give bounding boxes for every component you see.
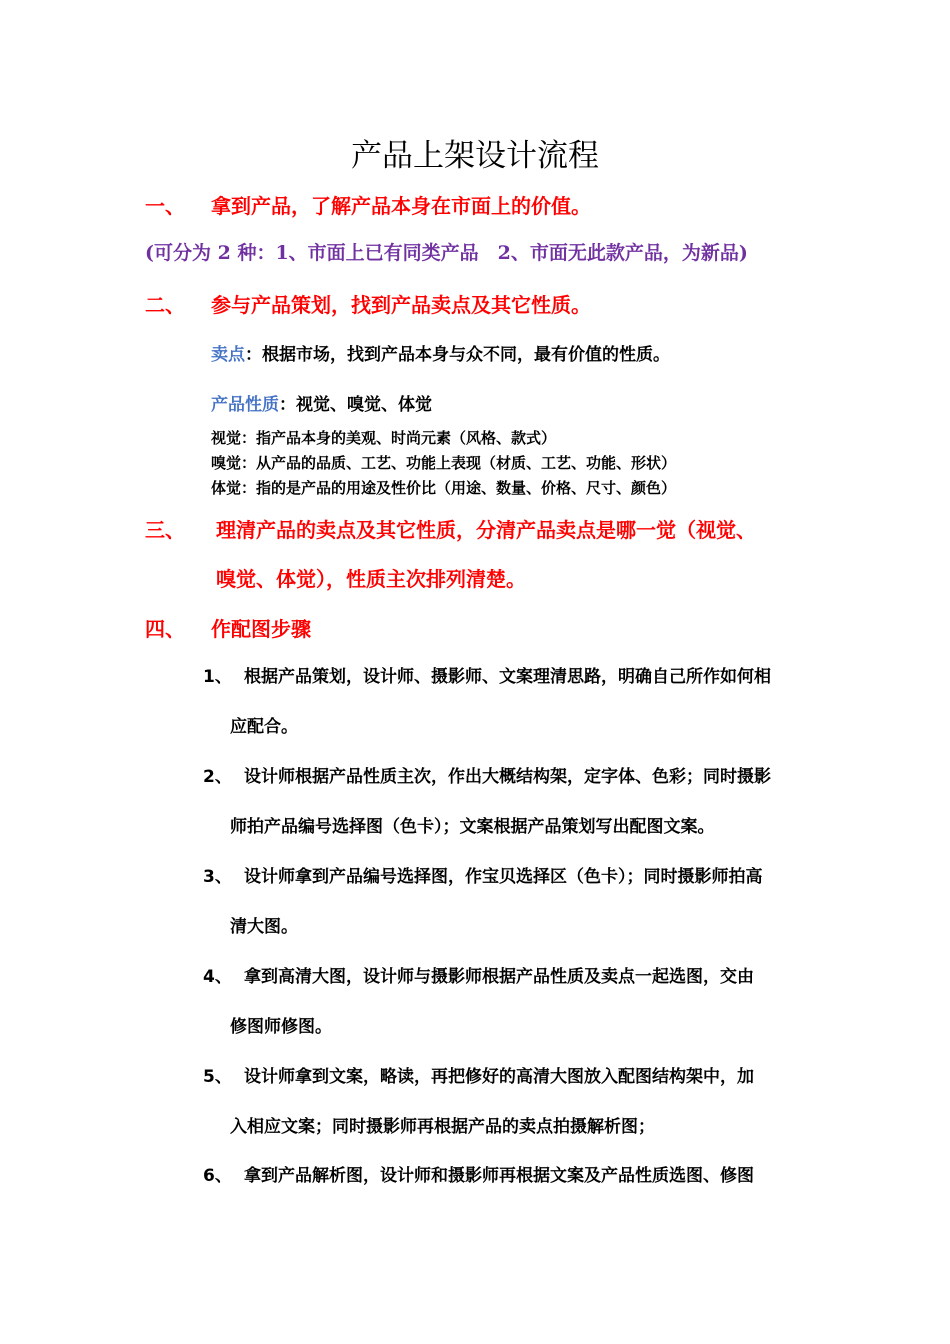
- step-2-line1: 设计师根据产品性质主次，作出大概结构架，定字体、色彩；同时摄影: [244, 767, 771, 787]
- section-2-heading: 参与产品策划，找到产品卖点及其它性质。: [211, 293, 591, 317]
- sense-visual: 视觉：指产品本身的美观、时尚元素（风格、款式）: [211, 429, 557, 447]
- sense-touch: 体觉：指的是产品的用途及性价比（用途、数量、价格、尺寸、颜色）: [211, 479, 677, 497]
- selling-point-key: 卖点: [211, 345, 245, 365]
- product-properties-key: 产品性质: [211, 395, 279, 415]
- step-1-number: 1、: [203, 667, 232, 687]
- section-1-note: (可分为 2 种：1、市面上已有同类产品 2、市面无此款产品，为新品): [145, 242, 748, 264]
- section-4-heading: 作配图步骤: [211, 617, 311, 641]
- section-1-heading: 拿到产品，了解产品本身在市面上的价值。: [211, 194, 591, 218]
- step-2-line2: 师拍产品编号选择图（色卡）；文案根据产品策划写出配图文案。: [230, 817, 715, 837]
- step-4-line1: 拿到高清大图，设计师与摄影师根据产品性质及卖点一起选图，交由: [244, 967, 754, 987]
- step-3-number: 3、: [203, 867, 232, 887]
- step-6-number: 6、: [203, 1166, 232, 1186]
- step-2-number: 2、: [203, 767, 232, 787]
- page-title: 产品上架设计流程: [351, 138, 599, 174]
- section-1-number: 一、: [145, 194, 185, 218]
- section-2-number: 二、: [145, 293, 185, 317]
- step-1-line1: 根据产品策划，设计师、摄影师、文案理清思路，明确自己所作如何相: [244, 667, 771, 687]
- section-4-number: 四、: [145, 617, 185, 641]
- step-3-line1: 设计师拿到产品编号选择图，作宝贝选择区（色卡）；同时摄影师拍高: [244, 867, 763, 887]
- sense-smell: 嗅觉：从产品的品质、工艺、功能上表现（材质、工艺、功能、形状）: [211, 454, 677, 472]
- section-3-heading-line1: 理清产品的卖点及其它性质，分清产品卖点是哪一觉（视觉、: [216, 518, 756, 542]
- step-6-line1: 拿到产品解析图，设计师和摄影师再根据文案及产品性质选图、修图: [244, 1166, 754, 1186]
- selling-point-definition: [211, 340, 670, 365]
- step-4-number: 4、: [203, 967, 232, 987]
- section-3-number: 三、: [145, 518, 185, 542]
- step-5-line2: 入相应文案；同时摄影师再根据产品的卖点拍摄解析图；: [230, 1117, 655, 1137]
- product-properties-text: ：视觉、嗅觉、体觉: [279, 395, 432, 415]
- step-5-number: 5、: [203, 1067, 232, 1087]
- step-5-line1: 设计师拿到文案，略读，再把修好的高清大图放入配图结构架中，加: [244, 1067, 754, 1087]
- step-1-line2: 应配合。: [230, 717, 298, 737]
- step-4-line2: 修图师修图。: [230, 1017, 332, 1037]
- selling-point-text: ：根据市场，找到产品本身与众不同，最有价值的性质。: [245, 345, 670, 365]
- step-3-line2: 清大图。: [230, 917, 298, 937]
- section-3-heading-line2: 嗅觉、体觉），性质主次排列清楚。: [216, 567, 526, 591]
- product-properties-definition: [211, 390, 432, 415]
